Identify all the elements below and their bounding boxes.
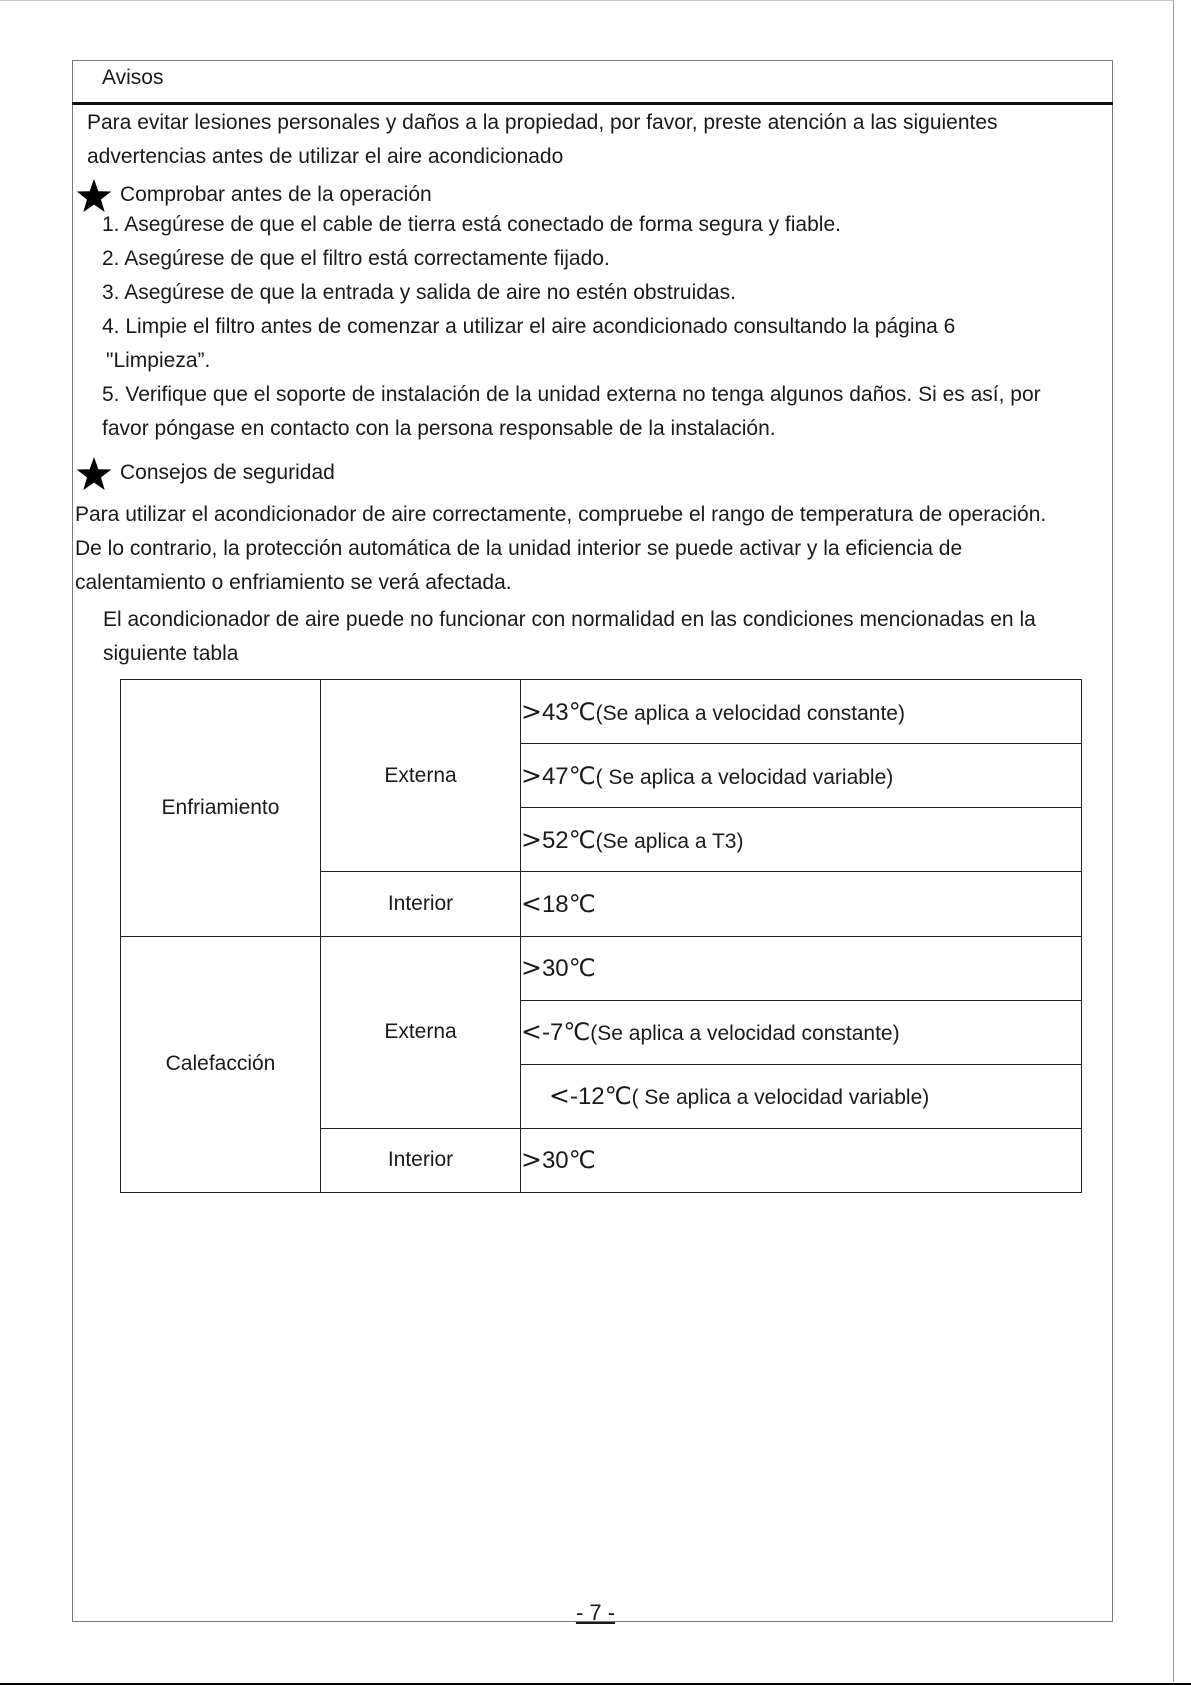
safety-heading: Consejos de seguridad (120, 461, 335, 484)
intro-line-1: Para evitar lesiones personales y daños a la propiedad, por favor, preste atención a las siguientes (87, 111, 998, 134)
safety-note-line-2: siguiente tabla (103, 642, 239, 665)
check-item-3: 3. Asegúrese de que la entrada y salida de aire no estén obstruidas. (102, 281, 736, 304)
mode-cell-heating: Calefacción (121, 936, 321, 1193)
star-icon (76, 456, 112, 492)
check-heading: Comprobar antes de la operación (120, 183, 432, 206)
check-item-4-cont: "Limpieza”. (106, 349, 211, 372)
condition-cell: >52℃(Se aplica a T3) (521, 808, 1082, 872)
page-number: - 7 - (575, 1600, 616, 1625)
intro-line-2: advertencias antes de utilizar el aire acondicionado (87, 145, 564, 168)
condition-cell: >30℃ (521, 936, 1082, 1000)
operating-conditions-table (120, 679, 1082, 1193)
location-cell-external: Externa (321, 680, 521, 872)
safety-para-line-2: De lo contrario, la protección automática de la unidad interior se puede activar y la eficiencia de (75, 537, 963, 560)
table-row (121, 936, 1082, 1000)
location-cell-interior: Interior (321, 1128, 521, 1192)
header-title: Avisos (102, 66, 164, 89)
condition-cell: <-7℃(Se aplica a velocidad constante) (521, 1000, 1082, 1064)
safety-para-line-3: calentamiento o enfriamiento se verá afectada. (75, 571, 512, 594)
check-item-2: 2. Asegúrese de que el filtro está correctamente fijado. (102, 247, 610, 270)
header-rule (72, 102, 1113, 105)
check-item-5: 5. Verifique que el soporte de instalación de la unidad externa no tenga algunos daños. Si es así, por (102, 383, 1041, 406)
table-row (121, 680, 1082, 744)
location-cell-external: Externa (321, 936, 521, 1128)
check-item-1: 1. Asegúrese de que el cable de tierra está conectado de forma segura y fiable. (102, 213, 841, 236)
safety-para-line-1: Para utilizar el acondicionador de aire correctamente, compruebe el rango de temperatura de operación. (75, 503, 1047, 526)
location-cell-interior: Interior (321, 872, 521, 936)
condition-cell: >30℃ (521, 1128, 1082, 1192)
condition-cell: >43℃(Se aplica a velocidad constante) (521, 680, 1082, 744)
safety-note-line-1: El acondicionador de aire puede no funcionar con normalidad en las condiciones mencionadas en la (103, 608, 1036, 631)
check-item-5-cont: favor póngase en contacto con la persona responsable de la instalación. (102, 417, 776, 440)
condition-cell: <18℃ (521, 872, 1082, 936)
condition-cell: <-12℃( Se aplica a velocidad variable) (521, 1064, 1082, 1128)
mode-cell-cooling: Enfriamiento (121, 680, 321, 937)
check-item-4: 4. Limpie el filtro antes de comenzar a utilizar el aire acondicionado consultando la página 6 (102, 315, 956, 338)
condition-cell: >47℃( Se aplica a velocidad variable) (521, 744, 1082, 808)
